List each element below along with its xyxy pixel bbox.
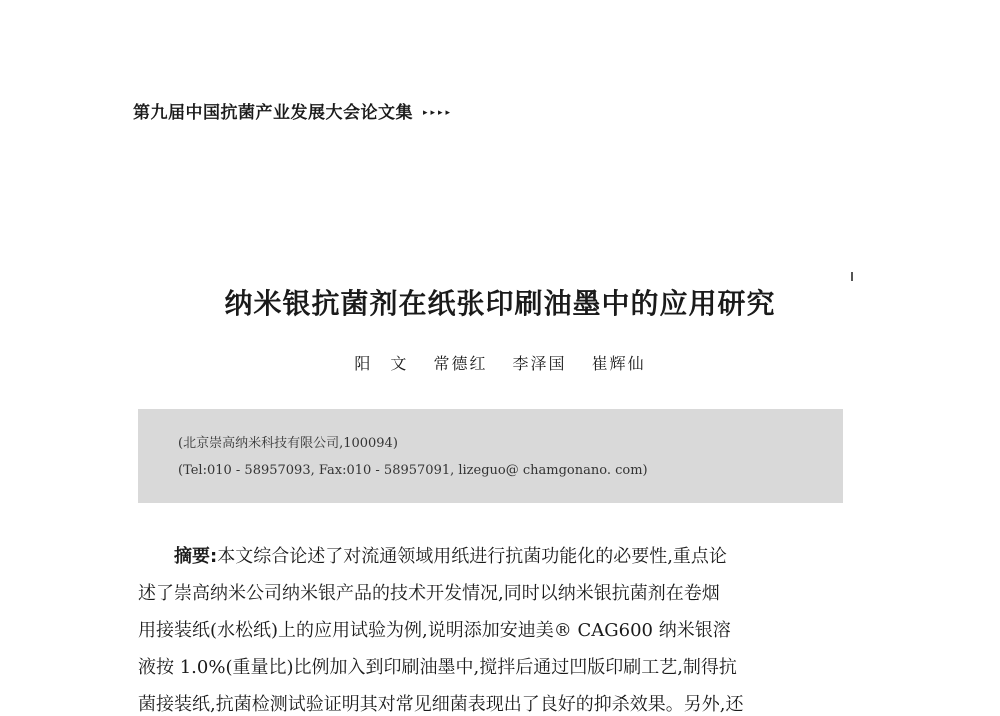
abstract-line: 菌接装纸,抗菌检测试验证明其对常见细菌表现出了良好的抑杀效果。另外,还 [138,694,744,715]
affiliation-box [138,409,843,503]
contact-info: (Tel:010 - 58957093, Fax:010 - 58957091, lizeguo@ chamgonano. com) [178,463,648,478]
margin-mark [851,272,853,281]
abstract-line: 液按 1.0%(重量比)比例加入到印刷油墨中,搅拌后通过凹版印刷工艺,制得抗 [138,657,737,678]
abstract-text: 本文综合论述了对流通领域用纸进行抗菌功能化的必要性,重点论 [217,546,727,567]
paper-title: 纳米银抗菌剂在纸张印刷油墨中的应用研究 [224,287,776,320]
abstract [138,538,843,716]
author-name: 阳 文 [354,354,409,373]
proceedings-title: 第九届中国抗菌产业发展大会论文集 [133,103,413,123]
abstract-line: 用接装纸(水松纸)上的应用试验为例,说明添加安迪美® CAG600 纳米银溶 [138,620,731,641]
running-header [133,98,453,123]
author-name: 李泽国 [512,354,567,373]
abstract-label: 摘要: [174,546,218,567]
affiliation-text: (北京崇高纳米科技有限公司,100094) [178,436,398,451]
abstract-line [138,538,843,575]
author-name: 崔辉仙 [591,354,646,373]
author-name: 常德红 [433,354,488,373]
abstract-line: 述了崇高纳米公司纳米银产品的技术开发情况,同时以纳米银抗菌剂在卷烟 [138,583,720,604]
author-list [0,351,1000,374]
header-arrow-icons: ▸▸▸▸ [423,108,454,118]
